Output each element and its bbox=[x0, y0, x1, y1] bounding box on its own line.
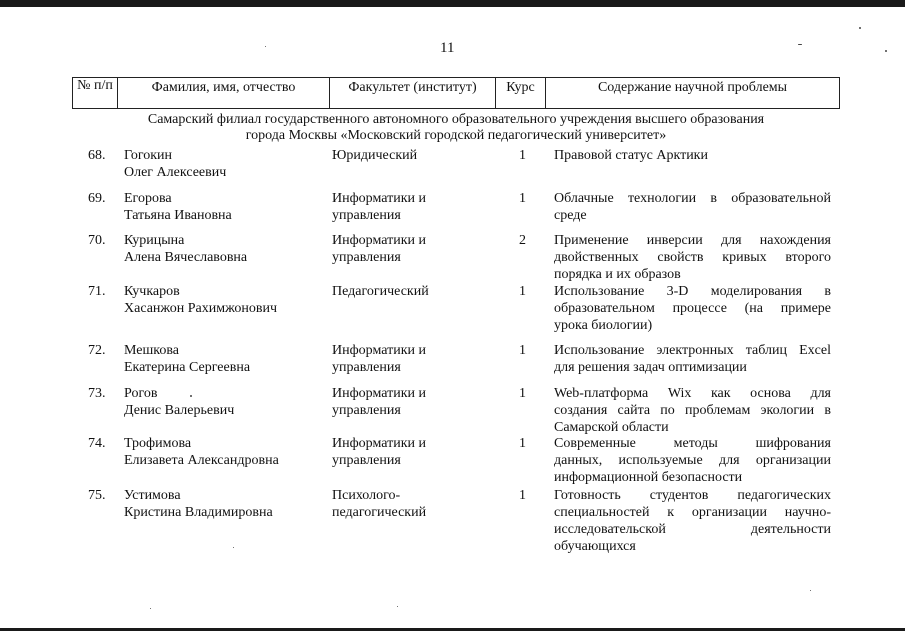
table-header bbox=[72, 77, 840, 109]
faculty-line-1: Информатики и bbox=[332, 436, 426, 451]
topic-line: для решения задач оптимизации bbox=[554, 360, 747, 375]
scan-speck bbox=[798, 44, 802, 45]
topic-line: образовательном процессе (на примере bbox=[554, 301, 831, 316]
student-name bbox=[124, 385, 324, 419]
row-number: 72. bbox=[88, 343, 106, 358]
header-name: Фамилия, имя, отчество bbox=[118, 78, 330, 108]
topic-line: Использование 3-D моделирования в bbox=[554, 284, 831, 299]
topic-line: обучающихся bbox=[554, 539, 636, 554]
faculty bbox=[332, 385, 492, 419]
topic-line: создания сайта по проблемам экологии в bbox=[554, 403, 831, 418]
faculty-line-1: Информатики и bbox=[332, 343, 426, 358]
faculty-line-2: управления bbox=[332, 360, 401, 375]
student-surname: Кучкаров bbox=[124, 284, 180, 299]
scan-speck bbox=[885, 50, 887, 52]
page-number: 11 bbox=[440, 40, 455, 56]
faculty-line-1: Информатики и bbox=[332, 386, 426, 401]
scan-speck bbox=[810, 590, 811, 591]
scan-speck bbox=[859, 27, 861, 29]
topic-line: Самарской области bbox=[554, 420, 669, 435]
topic-line: двойственных свойств кривых второго bbox=[554, 250, 831, 265]
student-given-names: Денис Валерьевич bbox=[124, 403, 235, 418]
topic-line: урока биологии) bbox=[554, 318, 653, 333]
faculty-line-1: Психолого- bbox=[332, 488, 401, 503]
topic-line: специальностей к организации научно- bbox=[554, 505, 831, 520]
header-topic: Содержание научной проблемы bbox=[597, 80, 788, 95]
student-given-names: Кристина Владимировна bbox=[124, 505, 273, 520]
course: 1 bbox=[519, 488, 526, 503]
research-topic bbox=[554, 190, 831, 224]
row-number: 71. bbox=[88, 284, 106, 299]
row-number: 69. bbox=[88, 191, 106, 206]
student-given-names: Татьяна Ивановна bbox=[124, 208, 232, 223]
organization-heading bbox=[72, 112, 840, 144]
faculty bbox=[332, 147, 492, 164]
faculty bbox=[332, 342, 492, 376]
faculty bbox=[332, 435, 492, 469]
faculty bbox=[332, 487, 492, 521]
course: 2 bbox=[519, 233, 526, 248]
bottom-scan-edge bbox=[0, 628, 905, 631]
course: 1 bbox=[519, 436, 526, 451]
header-num: № п/п bbox=[73, 78, 118, 108]
topic-line: Облачные технологии в образовательной bbox=[554, 191, 831, 206]
research-topic bbox=[554, 232, 831, 283]
row-number: 73. bbox=[88, 386, 106, 401]
faculty-line-1: Педагогический bbox=[332, 284, 429, 299]
faculty bbox=[332, 283, 492, 300]
faculty-line-1: Информатики и bbox=[332, 191, 426, 206]
student-name bbox=[124, 147, 324, 181]
student-name bbox=[124, 342, 324, 376]
course: 1 bbox=[519, 386, 526, 401]
scan-speck bbox=[150, 608, 151, 609]
research-topic bbox=[554, 385, 831, 436]
row-number: 68. bbox=[88, 148, 106, 163]
topic-line: Web-платформа Wix как основа для bbox=[554, 386, 831, 401]
organization-line-1: Самарский филиал государственного автономного образовательного учреждения высшего образования bbox=[147, 112, 765, 127]
student-given-names: Хасанжон Рахимжонович bbox=[124, 301, 278, 316]
student-surname: Егорова bbox=[124, 191, 172, 206]
research-topic bbox=[554, 487, 831, 555]
topic-line: информационной безопасности bbox=[554, 470, 743, 485]
header-course: Курс bbox=[496, 78, 546, 108]
faculty-line-1: Юридический bbox=[332, 148, 418, 163]
faculty bbox=[332, 232, 492, 266]
student-name bbox=[124, 487, 324, 521]
scan-speck bbox=[190, 395, 192, 397]
student-surname: Мешкова bbox=[124, 343, 179, 358]
topic-line: Готовность студентов педагогических bbox=[554, 488, 831, 503]
row-number: 75. bbox=[88, 488, 106, 503]
header-faculty: Факультет (институт) bbox=[330, 78, 496, 108]
faculty-line-2: управления bbox=[332, 453, 401, 468]
row-number: 74. bbox=[88, 436, 106, 451]
student-given-names: Екатерина Сергеевна bbox=[124, 360, 251, 375]
scan-speck bbox=[265, 46, 266, 47]
topic-line: данных, используемые для организации bbox=[554, 453, 831, 468]
course: 1 bbox=[519, 148, 526, 163]
student-surname: Гогокин bbox=[124, 148, 173, 163]
student-surname: Рогов bbox=[124, 386, 158, 401]
research-topic bbox=[554, 342, 831, 376]
student-name bbox=[124, 283, 324, 317]
faculty-line-2: управления bbox=[332, 403, 401, 418]
student-given-names: Олег Алексеевич bbox=[124, 165, 227, 180]
row-number: 70. bbox=[88, 233, 106, 248]
topic-line: Современные методы шифрования bbox=[554, 436, 831, 451]
research-topic bbox=[554, 435, 831, 486]
student-surname: Курицына bbox=[124, 233, 185, 248]
course: 1 bbox=[519, 191, 526, 206]
topic-line: среде bbox=[554, 208, 587, 223]
faculty bbox=[332, 190, 492, 224]
course: 1 bbox=[519, 343, 526, 358]
student-surname: Устимова bbox=[124, 488, 181, 503]
student-surname: Трофимова bbox=[124, 436, 192, 451]
course: 1 bbox=[519, 284, 526, 299]
topic-line: исследовательской деятельности bbox=[554, 522, 831, 537]
student-name bbox=[124, 190, 324, 224]
top-scan-edge bbox=[0, 0, 905, 7]
student-given-names: Елизавета Александровна bbox=[124, 453, 279, 468]
faculty-line-1: Информатики и bbox=[332, 233, 426, 248]
student-name bbox=[124, 435, 324, 469]
student-given-names: Алена Вячеславовна bbox=[124, 250, 248, 265]
scan-speck bbox=[233, 547, 234, 548]
topic-line: порядка и их образов bbox=[554, 267, 681, 282]
faculty-line-2: управления bbox=[332, 208, 401, 223]
topic-line: Применение инверсии для нахождения bbox=[554, 233, 831, 248]
faculty-line-2: управления bbox=[332, 250, 401, 265]
research-topic bbox=[554, 283, 831, 334]
student-name bbox=[124, 232, 324, 266]
research-topic bbox=[554, 147, 831, 164]
scan-speck bbox=[397, 606, 398, 607]
topic-line: Использование электронных таблиц Excel bbox=[554, 343, 831, 358]
faculty-line-2: педагогический bbox=[332, 505, 427, 520]
organization-line-2: города Москвы «Московский городской педагогический университет» bbox=[245, 128, 667, 143]
topic-line: Правовой статус Арктики bbox=[554, 148, 708, 163]
